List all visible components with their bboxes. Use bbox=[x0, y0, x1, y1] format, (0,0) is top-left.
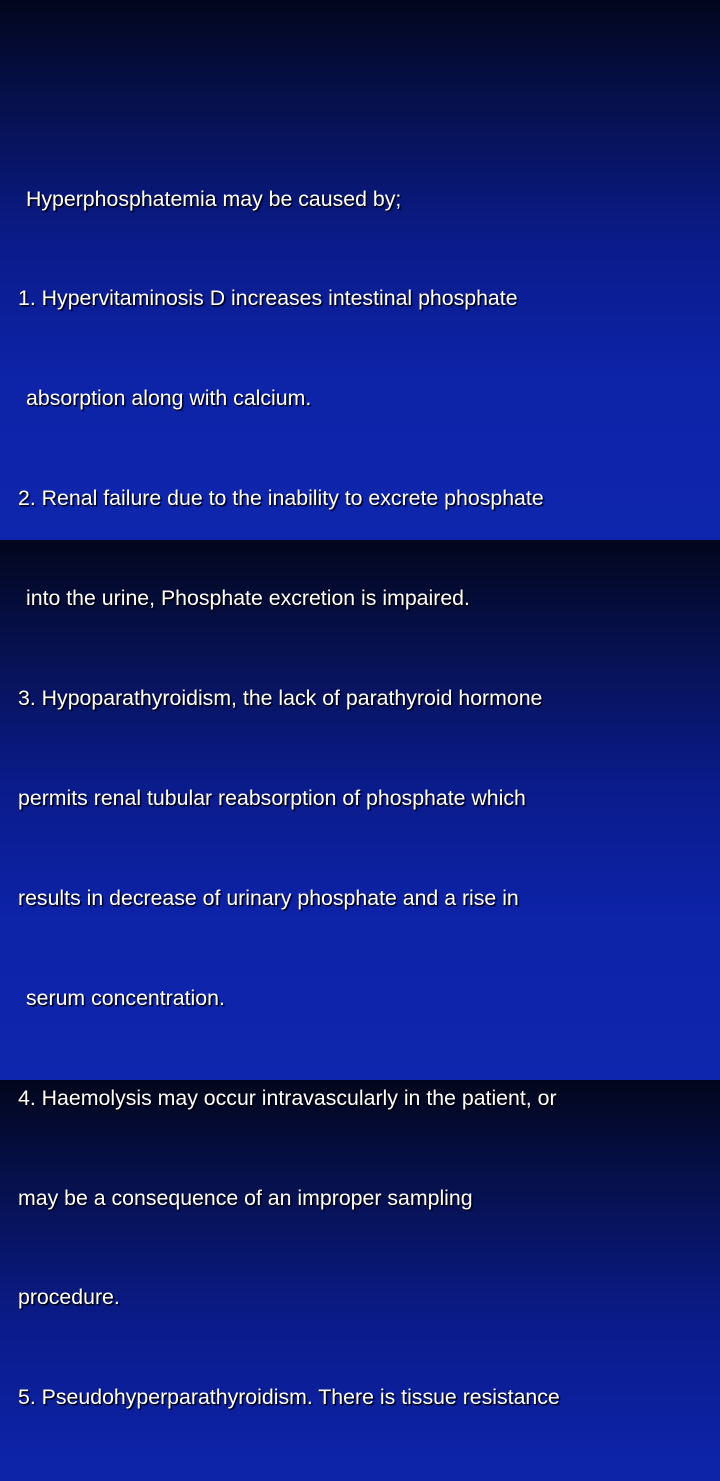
text-line-item-2-cont: into the urine, Phosphate excretion is impaired. bbox=[26, 586, 470, 611]
slide-body-text bbox=[18, 116, 720, 1481]
text-line-item-4: 4. Haemolysis may occur intravascularly in the patient, or bbox=[18, 1085, 557, 1110]
text-line-item-4-cont-2: procedure. bbox=[18, 1285, 120, 1310]
text-line-item-1-cont: absorption along with calcium. bbox=[26, 386, 312, 411]
text-line-intro: Hyperphosphatemia may be caused by; bbox=[26, 186, 402, 211]
text-line-item-3-cont-3: serum concentration. bbox=[26, 985, 225, 1010]
text-line-item-3-cont-1: permits renal tubular reabsorption of phosphate which bbox=[18, 785, 526, 810]
text-line-item-1: 1. Hypervitaminosis D increases intestinal phosphate bbox=[18, 286, 518, 311]
text-line-item-5: 5. Pseudohyperparathyroidism. There is tissue resistance bbox=[18, 1385, 560, 1410]
text-line-item-3: 3. Hypoparathyroidism, the lack of parathyroid hormone bbox=[18, 686, 543, 711]
text-line-item-2: 2. Renal failure due to the inability to excrete phosphate bbox=[18, 486, 544, 511]
text-line-item-4-cont-1: may be a consequence of an improper sampling bbox=[18, 1185, 473, 1210]
text-line-item-3-cont-2: results in decrease of urinary phosphate and a rise in bbox=[18, 885, 519, 910]
